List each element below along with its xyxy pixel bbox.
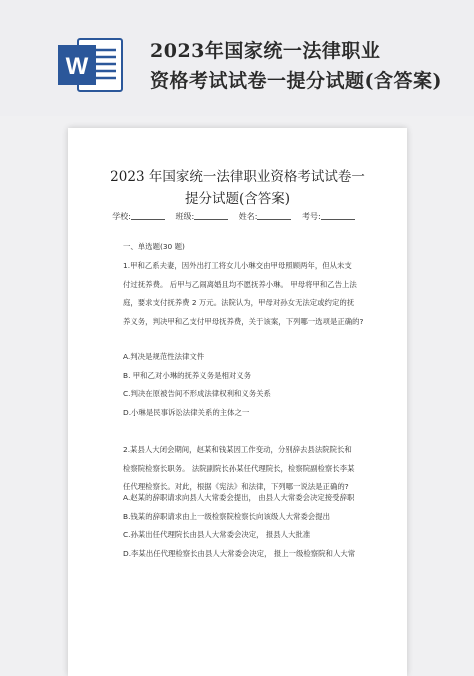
option-d: D.李某出任代理检察长由县人大常委会决定， 报上一级检察院和人大常 (123, 548, 356, 558)
name-blank (257, 211, 291, 220)
option-c: C.判决在原被告间不形成法律权利和义务关系 (123, 389, 271, 398)
class-label: 班级: (175, 212, 195, 221)
question-1-text (123, 257, 395, 331)
banner-title (150, 36, 470, 96)
question-line: 检察院检察长职务。 法院副院长孙某任代理院长，检察院副检察长李某 (123, 463, 355, 473)
banner-title-line-2: 资格考试试卷一提分试题(含答案) (150, 70, 442, 92)
document-title-line-1: 2023 年国家统一法律职业资格考试试卷一 (110, 169, 365, 185)
banner-title-line-1: 2023年国家统一法律职业 (150, 40, 381, 62)
document-title (68, 166, 407, 210)
option-b: B. 甲和乙对小琳的抚养义务是相对义务 (123, 370, 252, 380)
school-blank (131, 211, 165, 220)
question-line: 任代理检察长。对此，根据《宪法》和法律，下列哪一说法是正确的? (123, 482, 349, 491)
option-d: D.小琳是民事诉讼法律关系的主体之一 (123, 407, 250, 417)
question-line: 庭，要求支付抚养费 2 万元。法院认为，甲母对孙女无法定或约定的抚 (123, 298, 355, 307)
question-line: 付过抚养费。 后甲与乙闹离婚且均不愿抚养小琳。 甲母将甲和乙告上法 (123, 279, 357, 289)
student-info-line (68, 211, 407, 222)
name-label: 姓名: (238, 212, 258, 221)
question-1-options (123, 348, 395, 422)
section-heading: 一、单选题(30 题) (123, 242, 185, 251)
question-line: 养义务，判决甲和乙支付甲母抚养费，关于该案，下列哪一选项是正确的? (123, 316, 364, 326)
word-document-icon (56, 36, 124, 94)
document-page (68, 128, 407, 676)
document-title-line-2: 提分试题(含答案) (184, 191, 291, 207)
option-a: A.赵某的辞职请求向县人大常委会提出， 由县人大常委会决定接受辞职 (123, 493, 355, 502)
class-blank (194, 211, 228, 220)
question-line: 1.甲和乙系夫妻，因外出打工将女儿小琳交由甲母照顾两年，但从未支 (123, 261, 352, 270)
question-2-options (123, 489, 395, 563)
exam-number-blank (321, 211, 355, 220)
question-line: 2.某县人大闭会期间，赵某和钱某因工作变动，分别辞去县法院院长和 (123, 445, 352, 454)
header-banner (0, 0, 474, 116)
svg-text:W: W (65, 53, 89, 80)
option-b: B.钱某的辞职请求由上一级检察院检察长向该级人大常委会提出 (123, 511, 330, 521)
exam-number-label: 考号: (302, 212, 321, 221)
option-c: C.孙某出任代理院长由县人大常委会决定， 报县人大批准 (123, 530, 311, 539)
school-label: 学校: (112, 212, 131, 221)
option-a: A.判决是规范性法律文件 (123, 352, 205, 361)
